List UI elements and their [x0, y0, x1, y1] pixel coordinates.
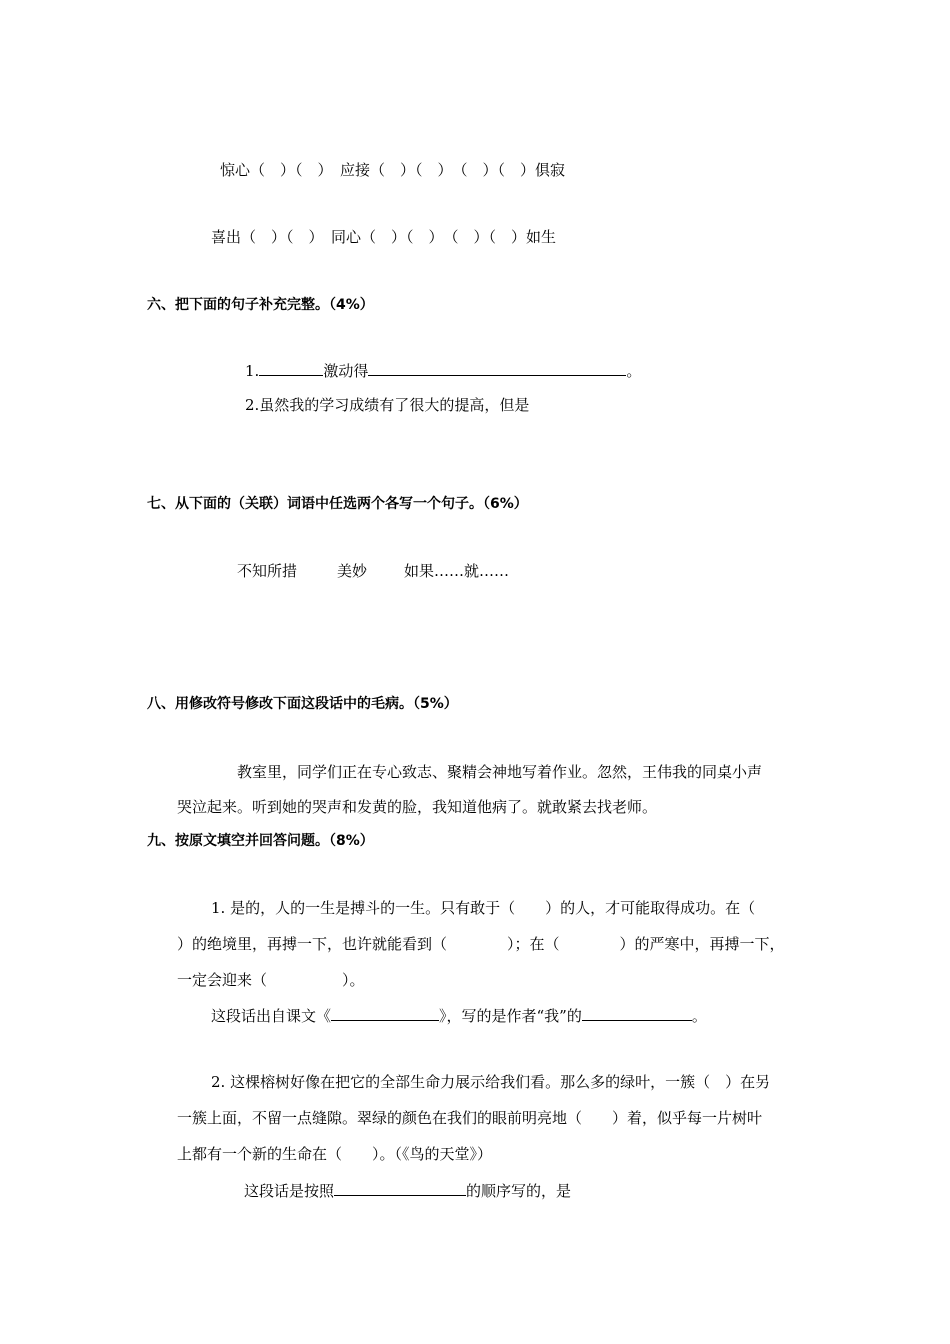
- q9-p2-line-1: 2. 这棵榕树好像在把它的全部生命力展示给我们看。那么多的绿叶，一簇（ ）在另: [211, 1073, 771, 1091]
- q6-s1-blank-2: [368, 360, 626, 376]
- q9-p1-q-c: 。: [691, 1007, 707, 1025]
- q9-p1-line-2: ）的绝境里，再搏一下，也许就能看到（ ）；在（ ）的严寒中，再搏一下，: [177, 935, 785, 953]
- q6-s1-blank-1: [259, 360, 323, 376]
- q9-p1-q-b: 》，写的是作者“我”的: [439, 1007, 582, 1025]
- q6-heading: 六、把下面的句子补充完整。（4%）: [147, 297, 374, 313]
- q9-p1-question: [211, 1005, 707, 1026]
- q9-p1-q-a: 这段话出自课文《: [211, 1007, 332, 1025]
- idiom-row-2: 喜出（ ）（ ） 同心（ ）（ ） （ ）（ ）如生: [211, 228, 557, 246]
- q9-p2-line-3: 上都有一个新的生命在（ ）。（《鸟的天堂》）: [177, 1145, 493, 1163]
- q9-p2-question: [244, 1180, 571, 1201]
- q9-p1-line-1: 1. 是的，人的一生是搏斗的一生。只有敢于（ ）的人，才可能取得成功。在（: [211, 899, 756, 917]
- q9-p1-blank-2: [582, 1005, 692, 1021]
- q9-p1-blank-title: [331, 1005, 439, 1021]
- q9-p2-blank-order: [334, 1180, 466, 1196]
- q8-paragraph-line-1: 教室里，同学们正在专心致志、聚精会神地写着作业。忽然，王伟我的同桌小声: [237, 763, 763, 781]
- q7-word-2: 美妙: [337, 562, 368, 580]
- idiom-row-1: 惊心（ ）（ ） 应接（ ）（ ） （ ）（ ）俱寂: [220, 161, 566, 179]
- q8-heading: 八、用修改符号修改下面这段话中的毛病。（5%）: [147, 696, 458, 712]
- q6-s1-end: 。: [626, 362, 642, 380]
- q9-p2-q-a: 这段话是按照: [244, 1182, 335, 1200]
- q9-p1-line-3: 一定会迎来（ ）。: [177, 971, 365, 989]
- q6-sentence-1: [245, 360, 641, 381]
- q7-word-3: 如果……就……: [404, 562, 510, 580]
- q9-p2-line-2: 一簇上面，不留一点缝隙。翠绿的颜色在我们的眼前明亮地（ ）着，似乎每一片树叶: [177, 1109, 763, 1127]
- q7-word-1: 不知所措: [237, 562, 298, 580]
- q6-s1-prefix: 1.: [245, 362, 260, 380]
- q9-p2-q-b: 的顺序写的，是: [466, 1182, 572, 1200]
- q8-paragraph-line-2: 哭泣起来。听到她的哭声和发黄的脸，我知道他病了。就敢紧去找老师。: [177, 798, 658, 816]
- q6-sentence-2: 2.虽然我的学习成绩有了很大的提高，但是: [245, 396, 530, 414]
- q9-heading: 九、按原文填空并回答问题。（8%）: [147, 833, 374, 849]
- q7-heading: 七、从下面的（关联）词语中任选两个各写一个句子。（6%）: [147, 496, 528, 512]
- q6-s1-mid: 激动得: [323, 362, 369, 380]
